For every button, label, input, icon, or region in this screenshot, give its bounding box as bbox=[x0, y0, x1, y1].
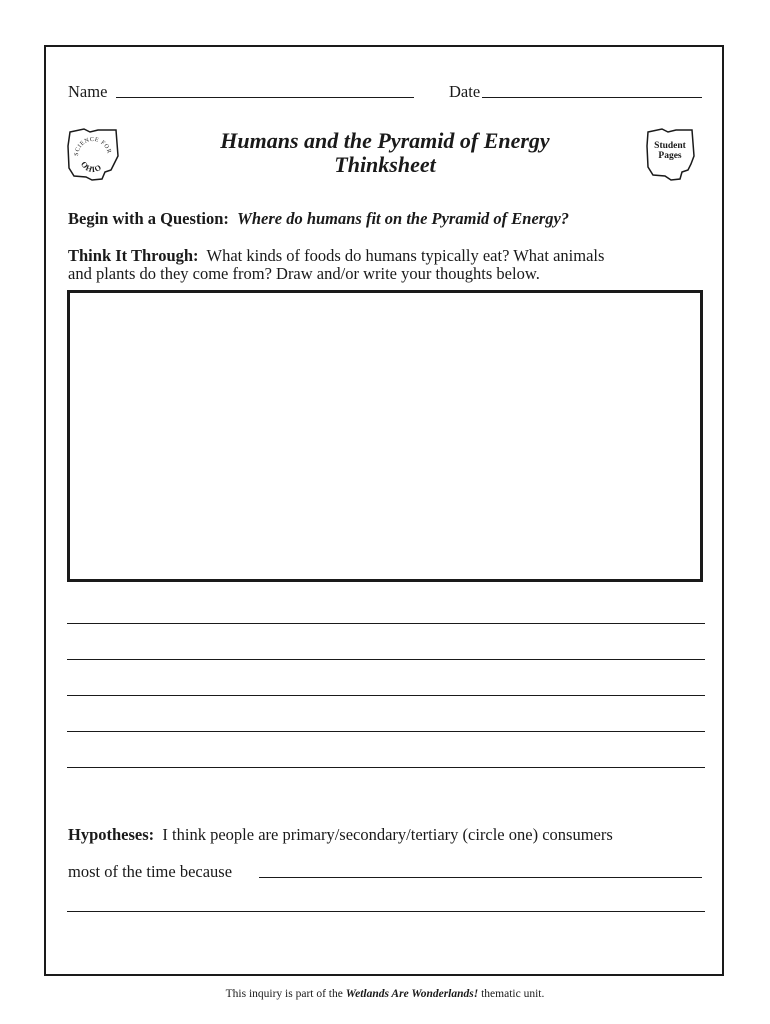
footer-prefix: This inquiry is part of the bbox=[225, 988, 343, 1000]
question-row bbox=[68, 209, 569, 228]
date-field[interactable] bbox=[482, 97, 702, 98]
footer-unit-name: Wetlands Are Wonderlands! bbox=[345, 988, 479, 1000]
date-label: Date bbox=[449, 82, 481, 101]
hypotheses-text-line1: I think people are primary/secondary/tertiary (circle one) consumers bbox=[162, 825, 613, 844]
hypotheses-text-line2: most of the time because bbox=[68, 862, 233, 881]
question-label: Begin with a Question: bbox=[68, 209, 229, 228]
hypotheses-row bbox=[68, 825, 613, 844]
writing-line-3[interactable] bbox=[67, 695, 705, 696]
student-pages-line1: Student bbox=[654, 141, 686, 151]
writing-line-1[interactable] bbox=[67, 623, 705, 624]
svg-text:SCIENCE FOR: SCIENCE FOR bbox=[73, 136, 112, 157]
footer-suffix: thematic unit. bbox=[481, 988, 545, 1000]
student-pages-line2: Pages bbox=[658, 151, 682, 161]
ohio-outline-icon bbox=[644, 126, 700, 184]
page-subtitle: Thinksheet bbox=[334, 152, 436, 177]
hypotheses-label: Hypotheses: bbox=[68, 825, 155, 844]
name-field[interactable] bbox=[116, 97, 414, 98]
writing-line-2[interactable] bbox=[67, 659, 705, 660]
svg-text:OHIO: OHIO bbox=[78, 159, 104, 175]
name-label: Name bbox=[68, 82, 108, 101]
writing-line-4[interactable] bbox=[67, 731, 705, 732]
drawing-box[interactable] bbox=[67, 290, 703, 582]
hypotheses-answer-line-1[interactable] bbox=[259, 877, 702, 878]
think-row bbox=[68, 246, 604, 265]
page-title: Humans and the Pyramid of Energy bbox=[220, 128, 550, 153]
think-text-line2: and plants do they come from? Draw and/or write your thoughts below. bbox=[68, 264, 540, 283]
think-text-line1: What kinds of foods do humans typically eat? What animals bbox=[206, 246, 605, 265]
think-label: Think It Through: bbox=[68, 246, 199, 265]
writing-line-5[interactable] bbox=[67, 767, 705, 768]
footer-note bbox=[0, 988, 770, 1000]
question-text: Where do humans fit on the Pyramid of Energy? bbox=[237, 209, 570, 228]
hypotheses-answer-line-2[interactable] bbox=[67, 911, 705, 912]
